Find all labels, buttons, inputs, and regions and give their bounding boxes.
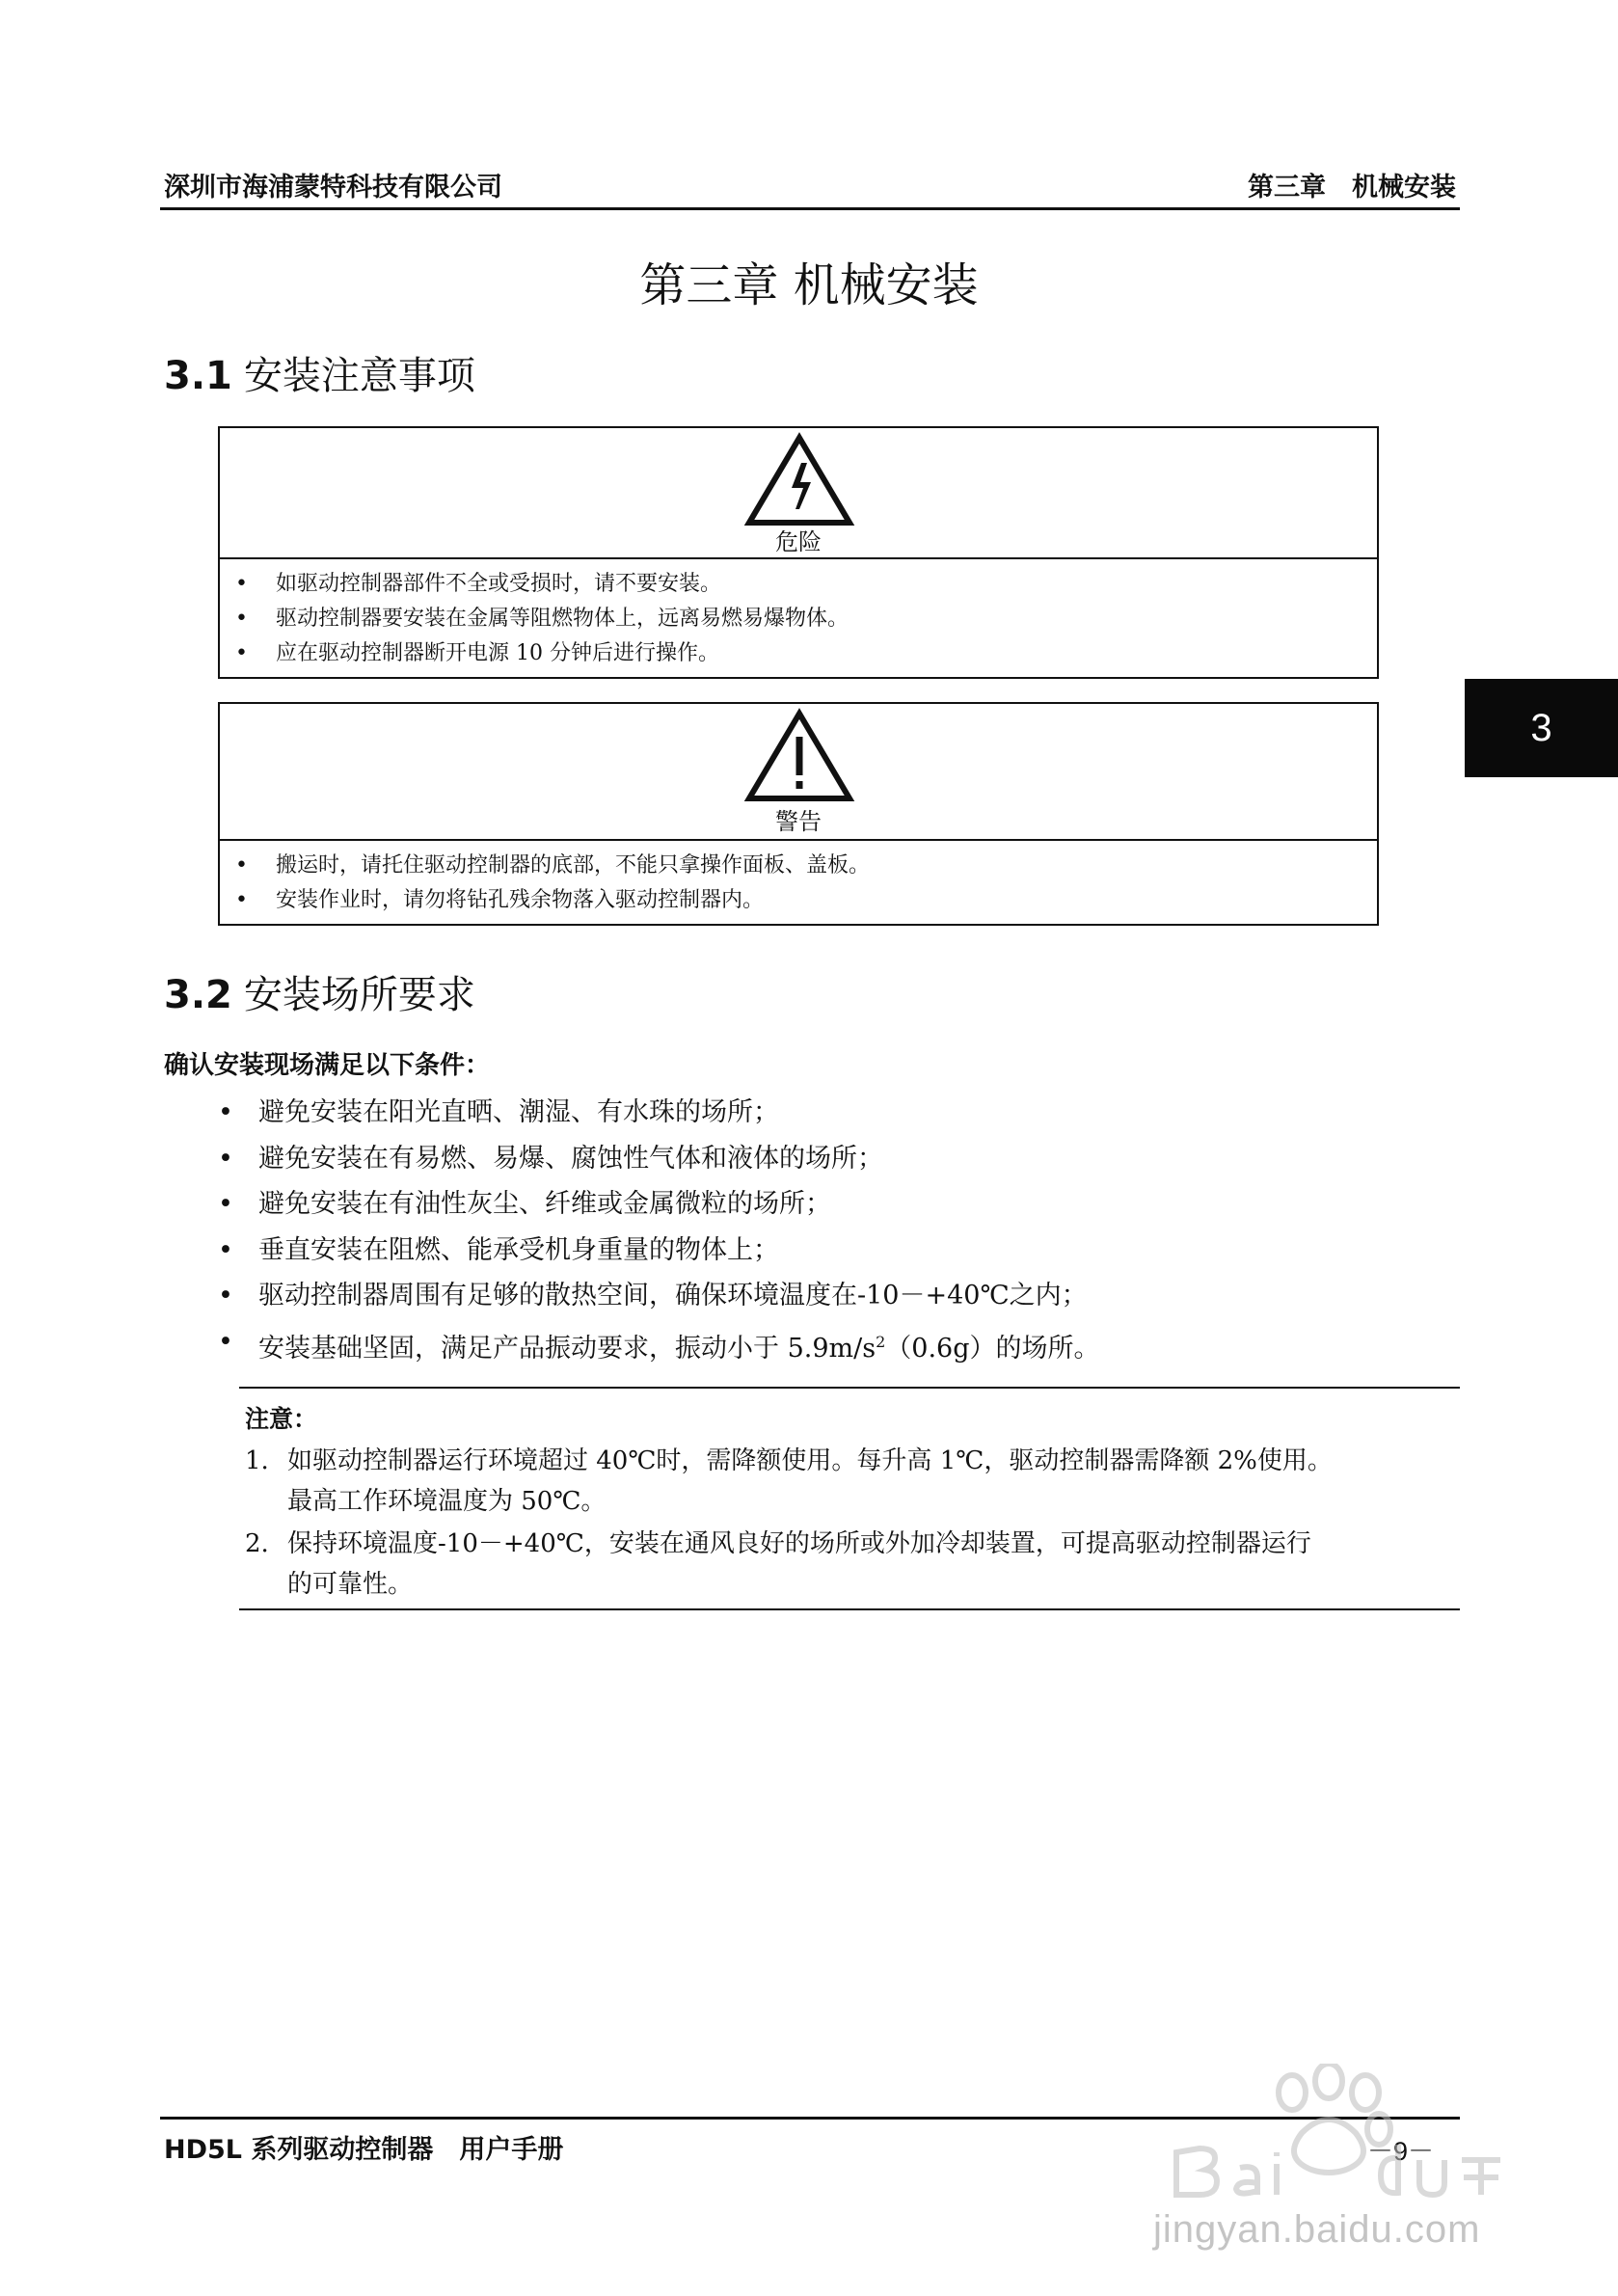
note-item	[245, 1441, 1460, 1522]
exclamation-warning-icon	[742, 708, 857, 804]
note-bottom-rule	[239, 1608, 1460, 1610]
note-number: 1.	[245, 1446, 269, 1475]
list-item: • 驱动控制器周围有足够的散热空间，确保环境温度在-10－+40℃之内；	[214, 1273, 1100, 1319]
superscript: 2	[876, 1332, 886, 1351]
danger-box-header	[220, 428, 1377, 559]
warning-box-header	[220, 704, 1377, 841]
danger-box	[218, 426, 1379, 679]
list-item	[214, 1319, 1100, 1372]
section-number: 3.2	[164, 973, 232, 1017]
section-3-1-heading	[164, 345, 475, 400]
note-item	[245, 1524, 1460, 1605]
danger-label: 危险	[775, 528, 822, 555]
list-item: • 安装作业时，请勿将钻孔残余物落入驱动控制器内。	[220, 883, 1377, 918]
section-title: 安装注意事项	[243, 354, 475, 398]
chapter-title: 第三章 机械安装	[639, 258, 979, 312]
danger-list	[220, 559, 1377, 677]
warning-list	[220, 841, 1377, 924]
conditions-list	[214, 1090, 1100, 1371]
chapter-side-tab: 3	[1465, 679, 1618, 777]
note-number: 2.	[245, 1529, 269, 1558]
note-title: 注意：	[245, 1405, 318, 1433]
note-text: 的可靠性。	[287, 1570, 414, 1599]
footer-product: HD5L 系列驱动控制器 用户手册	[164, 2135, 564, 2165]
note-text: 如驱动控制器运行环境超过 40℃时，需降额使用。每升高 1℃，驱动控制器需降额 2%使用。	[287, 1446, 1333, 1475]
section-3-2-heading	[164, 964, 475, 1019]
note-top-rule	[239, 1387, 1460, 1389]
conditions-title: 确认安装现场满足以下条件：	[164, 1051, 491, 1080]
note-text: 最高工作环境温度为 50℃。	[287, 1487, 607, 1516]
condition-text: 安装基础坚固，满足产品振动要求，振动小于 5.9m/s	[258, 1333, 876, 1364]
list-item: • 垂直安装在阻燃、能承受机身重量的物体上；	[214, 1228, 1100, 1274]
page-number: －9－	[1367, 2137, 1435, 2166]
list-item: • 避免安装在有易燃、易爆、腐蚀性气体和液体的场所；	[214, 1136, 1100, 1182]
header-chapter: 第三章 机械安装	[1248, 173, 1456, 203]
list-item: • 避免安装在阳光直晒、潮湿、有水珠的场所；	[214, 1090, 1100, 1136]
watermark-url: jingyan.baidu.com	[1153, 2208, 1481, 2251]
warning-box	[218, 702, 1379, 926]
section-number: 3.1	[164, 354, 232, 398]
list-item: • 驱动控制器要安装在金属等阻燃物体上，远离易燃易爆物体。	[220, 602, 1377, 636]
header-company: 深圳市海浦蒙特科技有限公司	[164, 173, 502, 203]
baidu-jingyan-logo-icon	[1157, 2064, 1524, 2199]
section-title: 安装场所要求	[243, 973, 475, 1017]
condition-text: （0.6g）的场所。	[885, 1333, 1100, 1364]
list-item: • 应在驱动控制器断开电源 10 分钟后进行操作。	[220, 636, 1377, 671]
list-item: • 搬运时，请托住驱动控制器的底部，不能只拿操作面板、盖板。	[220, 849, 1377, 883]
high-voltage-warning-icon	[742, 432, 857, 528]
list-item: • 如驱动控制器部件不全或受损时，请不要安装。	[220, 567, 1377, 602]
note-text: 保持环境温度-10－+40℃，安装在通风良好的场所或外加冷却装置，可提高驱动控制器运行	[287, 1529, 1311, 1558]
list-item: • 避免安装在有油性灰尘、纤维或金属微粒的场所；	[214, 1181, 1100, 1228]
header-divider	[160, 207, 1460, 210]
warning-label: 警告	[775, 808, 822, 835]
